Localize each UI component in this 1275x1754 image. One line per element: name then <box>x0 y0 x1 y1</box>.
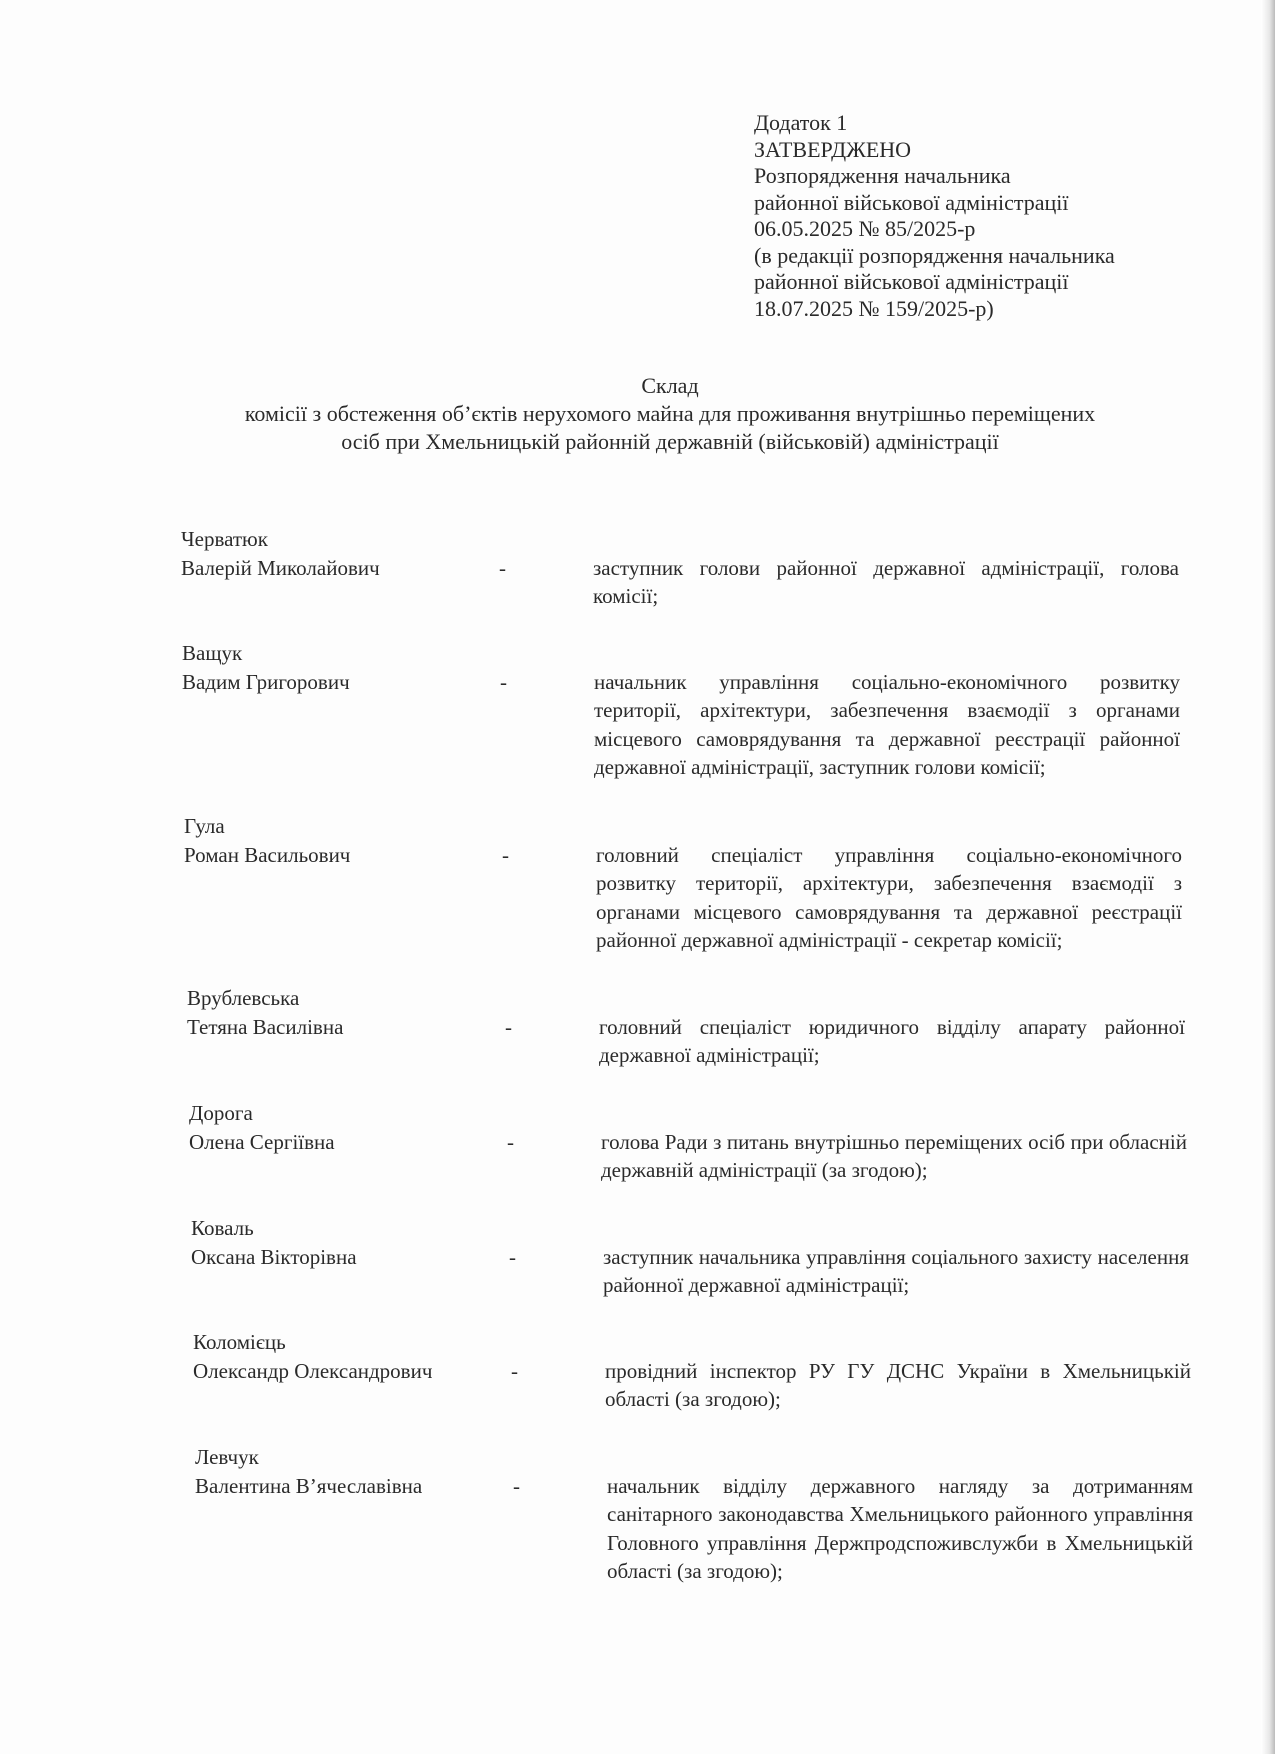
member-surname: Коваль <box>191 1216 254 1240</box>
dash-separator: - <box>502 842 509 867</box>
header-line: Додаток 1 <box>754 110 848 135</box>
member-surname: Черватюк <box>181 527 268 551</box>
member-role: голова Ради з питань внутрішньо переміщених осіб при обласній державній адміністрації (за згодою); <box>601 1129 1187 1182</box>
member-surname: Ващук <box>182 641 243 665</box>
header-line: районної військової адміністрації <box>754 269 1069 294</box>
member-name <box>193 1328 432 1385</box>
header-line: (в редакції розпорядження начальника <box>754 242 1115 268</box>
scan-edge <box>1261 0 1275 1754</box>
dash-separator: - <box>509 1244 516 1269</box>
member-given-names: Вадим Григорович <box>182 669 350 694</box>
member-role: заступник голови районної державної адміністрації, голова комісії; <box>593 555 1179 608</box>
member-name <box>189 1099 335 1156</box>
member-role: начальник відділу державного нагляду за дотриманням санітарного законодавства Хмельницького районного управління Головного управління Держпродспоживслужби в Хмельницькій області (за згодою); <box>607 1473 1193 1583</box>
header-line: 06.05.2025 № 85/2025-р <box>754 216 976 241</box>
member-surname: Левчук <box>195 1445 259 1469</box>
member-role: головний спеціаліст юридичного відділу апарату районної державної адміністрації; <box>599 1014 1185 1067</box>
member-role: начальник управління соціально-економічного розвитку території, архітектури, забезпечення взаємодії з органами місцевого самоврядування та державної реєстрації районної державної адміністрації, заступник голови комісії; <box>594 669 1180 779</box>
member-role: заступник начальника управління соціального захисту населення районної державної адміністрації; <box>603 1244 1189 1297</box>
header-line: районної військової адміністрації <box>754 189 1069 215</box>
member-surname: Коломієць <box>193 1330 286 1354</box>
title-line: осіб при Хмельницькій районній державній (військовій) адміністрації <box>341 429 999 454</box>
member-surname: Гула <box>184 814 225 838</box>
dash-separator: - <box>511 1358 518 1383</box>
dash-separator: - <box>513 1473 520 1498</box>
member-given-names: Валентина В’ячеславівна <box>195 1473 423 1498</box>
member-surname: Врублевська <box>187 986 300 1010</box>
member-name <box>182 639 350 696</box>
header-line: Розпорядження начальника <box>754 163 1011 188</box>
header-line: 18.07.2025 № 159/2025-р) <box>754 295 994 321</box>
member-given-names: Олександр Олександрович <box>193 1358 433 1383</box>
member-given-names: Роман Васильович <box>184 842 351 867</box>
document-title <box>0 372 1275 456</box>
title-line: комісії з обстеження об’єктів нерухомого майна для проживання внутрішньо переміщених <box>244 401 1096 426</box>
member-surname: Дорога <box>189 1101 253 1125</box>
header-line: ЗАТВЕРДЖЕНО <box>754 136 912 162</box>
dash-separator: - <box>500 669 507 694</box>
member-given-names: Тетяна Василівна <box>187 1014 344 1039</box>
member-given-names: Олена Сергіївна <box>189 1129 335 1154</box>
member-name <box>184 812 350 869</box>
member-role: провідний інспектор РУ ГУ ДСНС України в Хмельницькій області (за згодою); <box>605 1358 1191 1411</box>
dash-separator: - <box>507 1129 514 1154</box>
member-role: головний спеціаліст управління соціально-економічного розвитку території, архітектури, забезпечення взаємодії з органами місцевого самоврядування та державної реєстрації районної державної адміністрації - секретар комісії; <box>596 842 1182 952</box>
member-name <box>181 525 380 582</box>
dash-separator: - <box>499 555 506 580</box>
member-given-names: Валерій Миколайович <box>181 555 380 580</box>
approval-header <box>754 110 1115 322</box>
member-name <box>195 1443 422 1500</box>
member-given-names: Оксана Вікторівна <box>191 1244 357 1269</box>
member-name <box>187 984 343 1041</box>
member-name <box>191 1214 357 1271</box>
dash-separator: - <box>505 1014 512 1039</box>
title-heading: Склад <box>641 373 699 398</box>
